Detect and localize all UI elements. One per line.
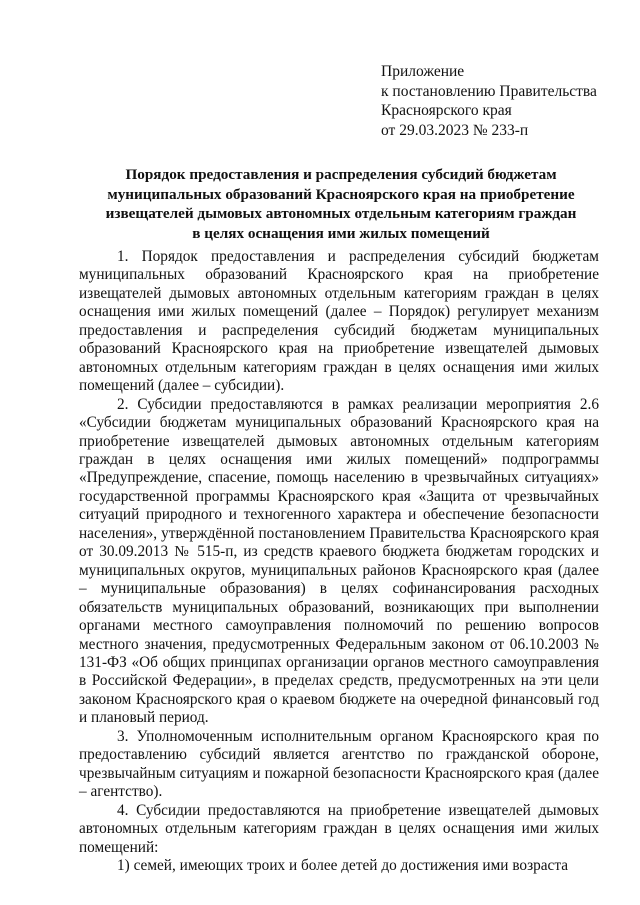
paragraph: 3. Уполномоченным исполнительным органом Красноярского края по предоставлению субсидий является агентство по гражданской обороне, чрезвычайным ситуациям и пожарной безопасности Красноярского края (далее – агентство).	[79, 727, 599, 801]
appendix-line: Красноярского края	[381, 102, 512, 119]
appendix-line: от 29.03.2023 № 233-п	[381, 121, 529, 139]
paragraph: 1. Порядок предоставления и распределения субсидий бюджетам муниципальных образований Красноярского края на приобретение извещателей дымовых автономных отдельным категориям граждан в целях оснащения ими жилых помещений (далее – Порядок) регулирует механизм предоставления и распределения субсидий бюджетам муниципальных образований Красноярского края на приобретение извещателей дымовых автономных отдельным категориям граждан в целях оснащения ими жилых помещений (далее – субсидии).	[79, 248, 599, 395]
title-line: в целях оснащения ими жилых помещений	[192, 224, 490, 242]
title-line: извещателей дымовых автономных отдельным категориям граждан	[105, 205, 577, 222]
paragraph: 1) семей, имеющих троих и более детей до достижения ими возраста	[117, 856, 569, 874]
title-line: Порядок предоставления и распределения субсидий бюджетам	[125, 166, 557, 183]
title-line: муниципальных образований Красноярского края на приобретение	[107, 185, 575, 203]
paragraph: 4. Субсидии предоставляются на приобретение извещателей дымовых автономных отдельным категориям граждан в целях оснащения ими жилых помещений:	[79, 801, 599, 856]
paragraph: 2. Субсидии предоставляются в рамках реализации мероприятия 2.6 «Субсидии бюджетам муниципальных образований Красноярского края на приобретение извещателей дымовых автономных отдельным категориям граждан в целях оснащения ими жилых помещений» подпрограммы «Предупреждение, спасение, помощь населению в чрезвычайных ситуациях» государственной программы Красноярского края «Защита от чрезвычайных ситуаций природного и техногенного характера и обеспечение безопасности населения», утверждённой постановлением Правительства Красноярского края от 30.09.2013 № 515-п, из средств краевого бюджета бюджетам городских и муниципальных округов, муниципальных районов Красноярского края (далее – муниципальные образования) в целях софинансирования расходных обязательств муниципальных образований, возникающих при выполнении органами местного самоуправления полномочий по решению вопросов местного значения, предусмотренных Федеральным законом от 06.10.2003 № 131-ФЗ «Об общих принципах организации органов местного самоуправления в Российской Федерации», в пределах средств, предусмотренных на эти цели законом Красноярского края о краевом бюджете на очередной финансовый год и плановый период.	[79, 395, 599, 727]
appendix-header	[381, 62, 597, 140]
document-title	[80, 165, 602, 243]
appendix-line: Приложение	[381, 63, 465, 80]
document-body	[79, 248, 599, 875]
appendix-line: к постановлению Правительства	[381, 82, 597, 100]
